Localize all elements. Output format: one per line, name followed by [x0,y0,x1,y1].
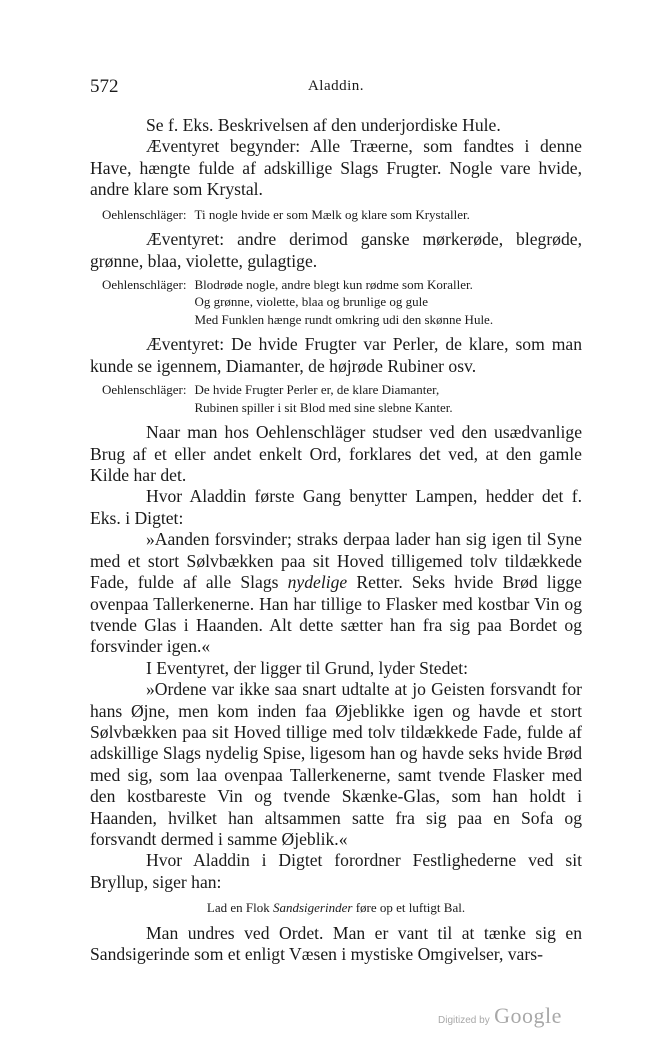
verse-line: Med Funklen hænge rundt omkring udi den skønne Hule. [194,311,494,327]
verse-line: Blodrøde nogle, andre blegt kun rødme som Koraller. [194,276,473,292]
paragraph: Man undres ved Ordet. Man er vant til at tænke sig en Sandsigerinde som et enligt Væsen i mystiske Omgivelser, vars- [90,922,582,965]
running-title: Aladdin. [307,78,365,94]
paragraph: Æventyret: andre derimod ganske mørkerøde, blegrøde, grønne, blaa, violette, gulagtige. [90,229,582,271]
page-number: 572 [90,76,119,97]
page-body [90,115,582,966]
verse-quote [90,276,582,329]
paragraph: I Eventyret, der ligger til Grund, lyder Stedet: [146,657,468,678]
paragraph: Æventyret begynder: Alle Træerne, som fandtes i denne Have, hængte fulde af adskillige Slags Frugter. Nogle vare hvide, andre klare som Krystal. [90,136,582,200]
verse-line: Ti nogle hvide er som Mælk og klare som Krystaller. [194,206,470,222]
paragraph: Naar man hos Oehlenschläger studser ved den usædvanlige Brug af et eller andet enkelt Ord, forklares det ved, at den gamle Kilde har det. [90,422,582,486]
verse-quote [90,206,582,224]
page-header [90,76,582,100]
paragraph: »Aanden forsvinder; straks derpaa lader han sig igen til Syne med et stort Sølvbækken paa sit Hoved tilligemed tolv tildækkede Fade, fulde af alle Slags nydelige Retter. Seks hvide Brød ligge ovenpaa Tallerkenerne. Han har tillige to Flasker med kostbar Vin og tvende Glas i Haanden. Alt dette sætter han fra sig paa Bordet og forsvinder igen.« [90,529,582,657]
paragraph: »Ordene var ikke saa snart udtalte at jo Geisten forsvandt for hans Øjne, men kom inden faa Øjeblikke igen og havde et stort Sølvbækken paa sit Hoved tillige med tolv tildækkede Fade, fulde af adskillige Slags nydelig Spise, ligesom han og havde seks hvide Brød med sig, som laa ovenpaa Tallerkenerne, samt tvende Flasker med den kostbareste Vin og tvende Skænke-Glas, som han holdt i Haanden, hvilket han altsammen satte fra sig paa en Sofa og forsvandt dermed i samme Øjeblik.« [90,679,582,849]
quote-label: Oehlenschläger: [102,276,187,292]
verse-line: Lad en Flok Sandsigerinder føre op et luftigt Bal. [206,900,466,916]
verse-line: Og grønne, violette, blaa og brunlige og gule [194,294,429,310]
paragraph: Hvor Aladdin første Gang benytter Lampen, hedder det f. Eks. i Digtet: [90,486,582,528]
paragraph: Hvor Aladdin i Digtet forordner Festlighederne ved sit Bryllup, siger han: [90,850,582,892]
verse-quote [90,381,582,416]
paragraph: Æventyret: De hvide Frugter var Perler, de klare, som man kunde se igennem, Diamanter, de højrøde Rubiner osv. [90,334,582,376]
digitized-watermark [438,1003,562,1029]
emphasis: Sandsigerinder [272,900,353,916]
verse-line: Rubinen spiller i sit Blod med sine slebne Kanter. [194,399,453,415]
watermark-prefix: Digitized by [438,1015,490,1026]
quote-label: Oehlenschläger: [102,206,187,222]
emphasis: nydelige [287,572,348,593]
quote-label: Oehlenschläger: [102,382,187,398]
verse-line: De hvide Frugter Perler er, de klare Diamanter, [194,382,440,398]
verse-quote [90,899,582,917]
watermark-logo: Google [494,1003,562,1028]
paragraph: Se f. Eks. Beskrivelsen af den underjordiske Hule. [146,115,501,135]
